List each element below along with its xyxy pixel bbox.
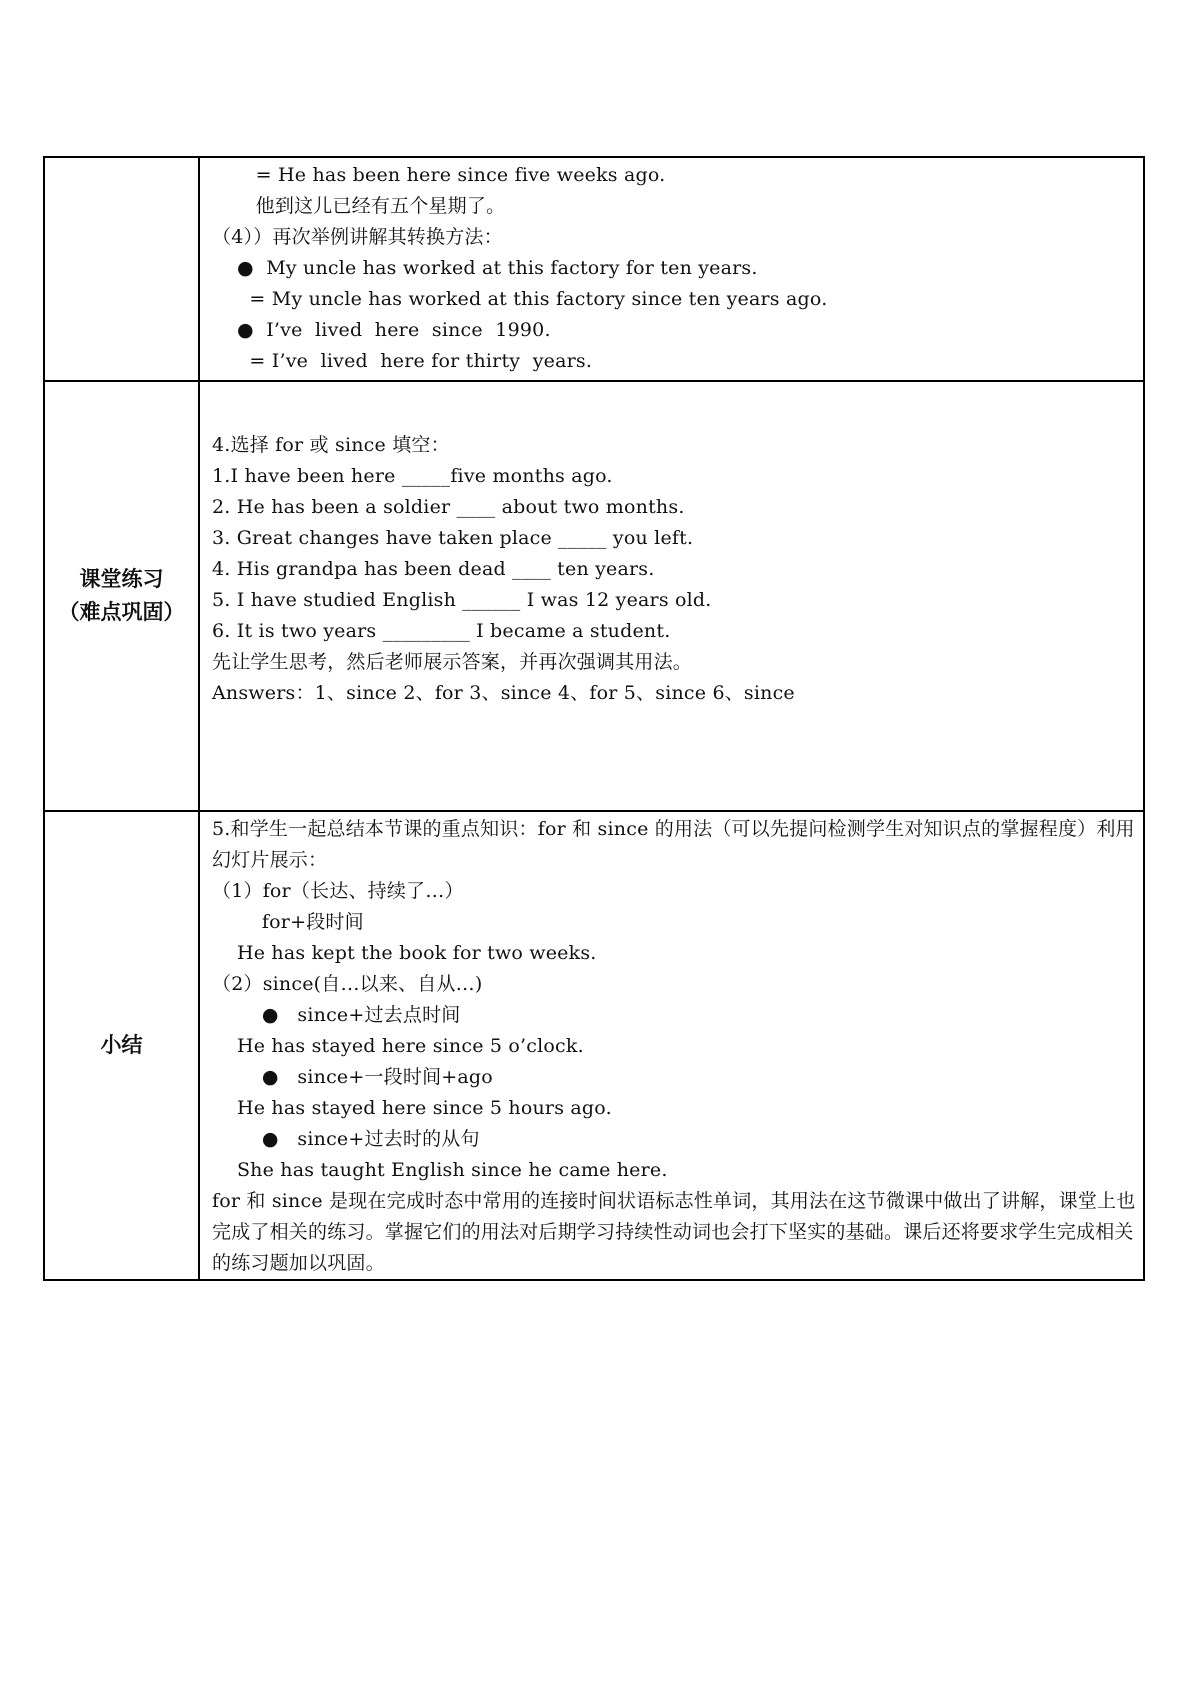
text-line: = He has been here since five weeks ago.	[212, 164, 666, 186]
text-line: （1）for（长达、持续了…）	[212, 880, 464, 902]
text-line: = I’ve lived here for thirty years.	[212, 350, 593, 372]
table-row	[44, 157, 1144, 381]
exercise-item: 4. His grandpa has been dead ____ ten years.	[212, 558, 655, 580]
text-line: （4））再次举例讲解其转换方法：	[212, 226, 503, 248]
row-content-cell	[199, 157, 1144, 381]
row-label-cell	[44, 157, 199, 381]
text-line: for+段时间	[212, 911, 364, 933]
text-line: （2）since(自…以来、自从…)	[212, 973, 483, 995]
answers-text: Answers：1、since 2、for 3、since 4、for 5、since 6、since	[212, 682, 795, 704]
row-label: 小结	[100, 1033, 143, 1057]
exercise-item: 5. I have studied English ______ I was 12 years old.	[212, 589, 712, 611]
lesson-table	[43, 156, 1145, 1281]
text-line: He has stayed here since 5 hours ago.	[212, 1097, 612, 1119]
exercise-item: 3. Great changes have taken place _____ you left.	[212, 527, 694, 549]
exercise-item: 6. It is two years _________ I became a student.	[212, 620, 671, 642]
row-label-cell	[44, 811, 199, 1280]
text-line: ● since+过去点时间	[212, 1004, 461, 1026]
row-content-cell	[199, 381, 1144, 811]
table-row	[44, 381, 1144, 811]
text-line: He has kept the book for two weeks.	[212, 942, 597, 964]
text-line: ● My uncle has worked at this factory for ten years.	[212, 257, 758, 279]
text-line: ● I’ve lived here since 1990.	[212, 319, 551, 341]
exercise-item: 2. He has been a soldier ____ about two months.	[212, 496, 685, 518]
summary-outro: for 和 since 是现在完成时态中常用的连接时间状语标志性单词，其用法在这节微课中做出了讲解，课堂上也完成了相关的练习。掌握它们的用法对后期学习持续性动词也会打下坚实的基础。课后还将要求学生完成相关的练习题加以巩固。	[212, 1190, 1136, 1274]
text-line: ● since+一段时间+ago	[212, 1066, 493, 1088]
table-row	[44, 811, 1144, 1280]
row-label-line: 课堂练习	[79, 567, 164, 591]
text-line: 他到这儿已经有五个星期了。	[212, 195, 506, 217]
row-content-cell	[199, 811, 1144, 1280]
text-line: She has taught English since he came here.	[212, 1159, 668, 1181]
text-line: ● since+过去时的从句	[212, 1128, 480, 1150]
instruction-text: 先让学生思考，然后老师展示答案，并再次强调其用法。	[212, 651, 693, 673]
summary-intro: 5.和学生一起总结本节课的重点知识：for 和 since 的用法（可以先提问检测学生对知识点的掌握程度）利用幻灯片展示：	[212, 818, 1135, 871]
text-line: = My uncle has worked at this factory since ten years ago.	[212, 288, 828, 310]
exercise-heading: 4.选择 for 或 since 填空：	[212, 434, 450, 456]
text-line: He has stayed here since 5 o’clock.	[212, 1035, 584, 1057]
exercise-item: 1.I have been here _____five months ago.	[212, 465, 613, 487]
row-label-cell	[44, 381, 199, 811]
row-label-line: （难点巩固）	[58, 600, 185, 624]
